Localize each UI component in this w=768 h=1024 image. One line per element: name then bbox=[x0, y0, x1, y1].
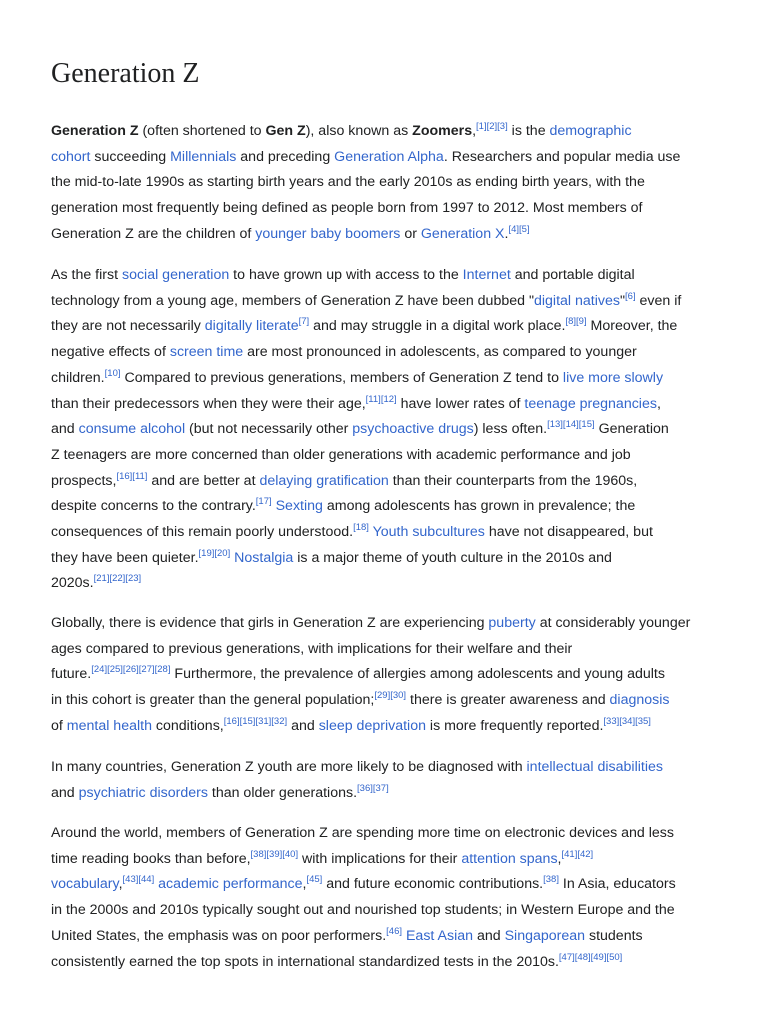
body-text: In Asia, educators bbox=[558, 876, 676, 893]
text-line bbox=[51, 169, 645, 195]
text-line bbox=[51, 610, 690, 636]
article-link[interactable]: attention spans bbox=[461, 850, 558, 867]
citation-ref bbox=[123, 874, 155, 885]
article-link[interactable]: intellectual disabilities bbox=[526, 759, 663, 775]
body-text: prospects, bbox=[51, 472, 117, 489]
body-text: 2020s. bbox=[51, 575, 94, 592]
citation-link[interactable]: [24][25][26][27][28] bbox=[91, 664, 171, 676]
article-link[interactable]: diagnosis bbox=[609, 692, 670, 709]
body-text: than their predecessors when they were their age, bbox=[51, 395, 366, 412]
citation-link[interactable]: [29][30] bbox=[374, 690, 407, 702]
body-text: and are better at bbox=[147, 472, 260, 489]
article-link[interactable]: Generation X bbox=[420, 225, 505, 242]
body-text: Furthermore, the prevalence of allergies among adolescents and young adults bbox=[170, 666, 665, 683]
body-text: Moreover, the bbox=[586, 318, 678, 335]
text-line bbox=[51, 871, 676, 897]
body-text: and portable digital bbox=[510, 267, 635, 283]
body-text: children. bbox=[51, 369, 105, 386]
text-line bbox=[51, 391, 661, 417]
body-text: is the bbox=[507, 123, 550, 139]
body-text: Generation Z are the children of bbox=[51, 225, 256, 242]
body-text: Generation bbox=[594, 421, 669, 438]
body-text: the mid-to-late 1990s as starting birth years and the early 2010s as ending birth years, with the bbox=[51, 174, 645, 191]
article-link[interactable]: Youth subcultures bbox=[372, 524, 485, 540]
body-text: , bbox=[472, 123, 477, 139]
body-text: , bbox=[557, 850, 562, 867]
body-text: . Researchers and popular media use bbox=[443, 148, 681, 165]
bold-term: Gen Z bbox=[265, 123, 306, 139]
text-line bbox=[51, 416, 669, 442]
text-line bbox=[51, 897, 675, 923]
body-text: and bbox=[473, 927, 505, 944]
text-line bbox=[51, 288, 681, 314]
text-line bbox=[51, 636, 572, 662]
body-text: there is greater awareness and bbox=[406, 692, 610, 709]
article-link[interactable]: live more slowly bbox=[562, 369, 664, 386]
citation-link[interactable]: [33][34][35] bbox=[603, 715, 651, 727]
article-link[interactable]: sleep deprivation bbox=[318, 717, 426, 734]
citation-ref bbox=[299, 316, 310, 327]
citation-ref bbox=[357, 783, 389, 794]
body-text: despite concerns to the contrary. bbox=[51, 498, 256, 515]
body-text: (often shortened to bbox=[138, 123, 266, 139]
text-line bbox=[51, 144, 680, 170]
body-text: than older generations. bbox=[207, 784, 358, 801]
body-text: have lower rates of bbox=[396, 395, 525, 412]
text-line bbox=[51, 339, 637, 365]
body-text: even if bbox=[635, 292, 682, 309]
text-line bbox=[51, 754, 663, 780]
citation-link[interactable]: [19][20] bbox=[198, 547, 231, 559]
body-text: and future economic contributions. bbox=[322, 876, 544, 893]
body-text: and bbox=[51, 421, 79, 438]
article-link[interactable]: cohort bbox=[51, 148, 91, 165]
article-link[interactable]: delaying gratification bbox=[259, 472, 389, 489]
citation-link[interactable]: [38][39][40] bbox=[250, 848, 299, 860]
text-line bbox=[51, 221, 530, 247]
body-text: As the first bbox=[51, 267, 122, 283]
citation-ref bbox=[547, 419, 595, 430]
text-line bbox=[51, 118, 632, 144]
article-link[interactable]: psychiatric disorders bbox=[78, 784, 208, 801]
body-text: Z teenagers are more concerned than older generations with academic performance and job bbox=[51, 446, 631, 463]
article-link[interactable]: Singaporean bbox=[504, 927, 586, 944]
body-text: in the 2000s and 2010s typically sought out and nourished top students; in Western Europe and the bbox=[51, 902, 675, 919]
citation-link[interactable]: [13][14][15] bbox=[547, 419, 595, 431]
body-text: and may struggle in a digital work place. bbox=[309, 318, 566, 335]
citation-link[interactable]: [46] bbox=[386, 925, 403, 937]
body-text: Globally, there is evidence that girls in Generation Z are experiencing bbox=[51, 615, 489, 631]
text-line bbox=[51, 780, 389, 806]
article-link[interactable]: mental health bbox=[66, 717, 152, 734]
citation-ref bbox=[91, 664, 170, 675]
text-line bbox=[51, 195, 643, 221]
citation-ref bbox=[353, 522, 369, 533]
body-text: consistently earned the top spots in international standardized tests in the 2010s. bbox=[51, 953, 559, 970]
article-link[interactable]: Internet bbox=[462, 267, 511, 283]
text-line bbox=[51, 545, 612, 571]
bold-term: Generation Z bbox=[51, 123, 139, 139]
citation-ref bbox=[543, 874, 559, 885]
body-text: Compared to previous generations, members of Generation Z tend to bbox=[120, 369, 563, 386]
citation-ref bbox=[625, 291, 636, 302]
citation-link[interactable]: [6] bbox=[625, 290, 636, 302]
body-text: of bbox=[51, 717, 67, 734]
citation-ref bbox=[386, 926, 402, 937]
text-line bbox=[51, 713, 651, 739]
body-text: " bbox=[619, 292, 626, 309]
citation-link[interactable]: [16][11] bbox=[116, 470, 148, 482]
article-link[interactable]: academic performance bbox=[158, 876, 303, 893]
citation-ref bbox=[508, 224, 529, 235]
body-text: students bbox=[585, 927, 643, 944]
body-text: , bbox=[656, 395, 661, 412]
body-text: conditions, bbox=[151, 717, 224, 734]
body-text: and bbox=[287, 717, 319, 734]
text-line bbox=[51, 570, 141, 596]
citation-link[interactable]: [38] bbox=[543, 874, 559, 886]
citation-link[interactable]: [45] bbox=[306, 874, 323, 886]
citation-ref bbox=[559, 952, 622, 963]
text-line bbox=[51, 493, 635, 519]
body-text: In many countries, Generation Z youth are more likely to be diagnosed with bbox=[51, 759, 527, 775]
citation-ref bbox=[603, 716, 651, 727]
body-text: United States, the emphasis was on poor performers. bbox=[51, 927, 387, 944]
citation-ref bbox=[105, 368, 121, 379]
citation-ref bbox=[94, 573, 142, 584]
article-link[interactable]: Nostalgia bbox=[234, 549, 294, 566]
body-text: ), also known as bbox=[305, 123, 413, 139]
citation-ref bbox=[306, 874, 322, 885]
body-text: than their counterparts from the 1960s, bbox=[388, 472, 638, 489]
body-text: they have been quieter. bbox=[51, 549, 199, 566]
citation-link[interactable]: [16][15][31][32] bbox=[223, 715, 288, 727]
body-text: , bbox=[302, 876, 307, 893]
article-link[interactable]: psychoactive drugs bbox=[352, 421, 474, 438]
text-line bbox=[51, 262, 635, 288]
body-text: is a major theme of youth culture in the 2010s and bbox=[293, 549, 612, 566]
citation-ref bbox=[565, 316, 586, 327]
citation-ref bbox=[116, 471, 147, 482]
body-text: Around the world, members of Generation Z are spending more time on electronic devices and less bbox=[51, 825, 674, 841]
citation-link[interactable]: [1][2][3] bbox=[476, 121, 508, 132]
body-text: future. bbox=[51, 666, 92, 683]
citation-link[interactable]: [47][48][49][50] bbox=[558, 951, 623, 963]
body-text: with implications for their bbox=[298, 850, 462, 867]
article-link[interactable]: screen time bbox=[169, 344, 244, 361]
article-link[interactable]: social generation bbox=[121, 267, 230, 283]
citation-ref bbox=[251, 849, 299, 860]
body-text: . bbox=[504, 225, 509, 242]
citation-link[interactable]: [36][37] bbox=[357, 782, 389, 794]
text-line bbox=[51, 313, 677, 339]
citation-ref bbox=[256, 496, 272, 507]
body-text: time reading books than before, bbox=[51, 850, 251, 867]
article-link[interactable]: teenage pregnancies bbox=[524, 395, 657, 412]
text-line bbox=[51, 949, 622, 975]
body-text: and bbox=[51, 784, 79, 801]
text-line bbox=[51, 365, 663, 391]
citation-ref bbox=[224, 716, 287, 727]
body-text: (but not necessarily other bbox=[185, 421, 353, 438]
citation-link[interactable]: [43][44] bbox=[122, 874, 155, 886]
body-text: and preceding bbox=[236, 148, 335, 165]
body-text: or bbox=[400, 225, 421, 242]
body-text: consequences of this remain poorly understood. bbox=[51, 524, 354, 540]
article-link[interactable]: demographic bbox=[549, 123, 632, 139]
citation-link[interactable]: [4][5] bbox=[508, 223, 530, 235]
article-link[interactable]: vocabulary bbox=[51, 876, 119, 893]
text-line bbox=[51, 442, 631, 468]
bold-term: Zoomers bbox=[412, 123, 473, 139]
body-text: are most pronounced in adolescents, as compared to younger bbox=[243, 344, 637, 361]
article-link[interactable]: Generation Alpha bbox=[334, 148, 444, 165]
body-text: generation most frequently being defined as people born from 1997 to 2012. Most members of bbox=[51, 200, 643, 217]
text-line bbox=[51, 661, 665, 687]
body-text: among adolescents has grown in prevalence; the bbox=[322, 498, 636, 515]
citation-ref bbox=[366, 394, 397, 405]
citation-ref bbox=[199, 548, 231, 559]
citation-link[interactable]: [11][12] bbox=[365, 393, 397, 405]
citation-link[interactable]: [41][42] bbox=[561, 848, 594, 860]
text-line bbox=[51, 820, 674, 846]
citation-ref bbox=[562, 849, 594, 860]
body-text: , bbox=[118, 876, 123, 893]
body-text: to have grown up with access to the bbox=[229, 267, 463, 283]
citation-link[interactable]: [18] bbox=[353, 522, 369, 533]
body-text: have not disappeared, but bbox=[484, 524, 653, 540]
citation-link[interactable]: [8][9] bbox=[565, 316, 587, 328]
body-text: in this cohort is greater than the general population; bbox=[51, 692, 375, 709]
body-text: technology from a young age, members of Generation Z have been dubbed " bbox=[51, 292, 534, 309]
citation-link[interactable]: [17] bbox=[255, 496, 272, 508]
body-text: ) less often. bbox=[473, 421, 548, 438]
article-link[interactable]: Sexting bbox=[275, 498, 323, 515]
article-link[interactable]: digital natives bbox=[534, 292, 620, 309]
text-line bbox=[51, 519, 653, 545]
citation-ref bbox=[476, 121, 508, 132]
article-link[interactable]: digitally literate bbox=[204, 318, 299, 335]
citation-link[interactable]: [7] bbox=[298, 316, 310, 328]
citation-link[interactable]: [10] bbox=[104, 367, 121, 379]
text-line bbox=[51, 923, 643, 949]
page-title: Generation Z bbox=[51, 58, 200, 89]
citation-ref bbox=[374, 690, 406, 701]
text-line bbox=[51, 468, 637, 494]
body-text: they are not necessarily bbox=[51, 318, 205, 335]
article-link[interactable]: consume alcohol bbox=[78, 421, 186, 438]
body-text: negative effects of bbox=[51, 344, 170, 361]
text-line bbox=[51, 687, 670, 713]
article-link[interactable]: puberty bbox=[488, 615, 536, 631]
body-text: is more frequently reported. bbox=[425, 717, 604, 734]
body-text: ages compared to previous generations, with implications for their welfare and their bbox=[51, 640, 573, 657]
text-line bbox=[51, 846, 593, 872]
article-link[interactable]: younger baby boomers bbox=[255, 225, 401, 242]
citation-link[interactable]: [21][22][23] bbox=[93, 573, 142, 585]
article-link[interactable]: Millennials bbox=[170, 148, 237, 165]
body-text: at considerably younger bbox=[535, 615, 691, 631]
body-text: succeeding bbox=[90, 148, 171, 165]
article-link[interactable]: East Asian bbox=[405, 927, 474, 944]
